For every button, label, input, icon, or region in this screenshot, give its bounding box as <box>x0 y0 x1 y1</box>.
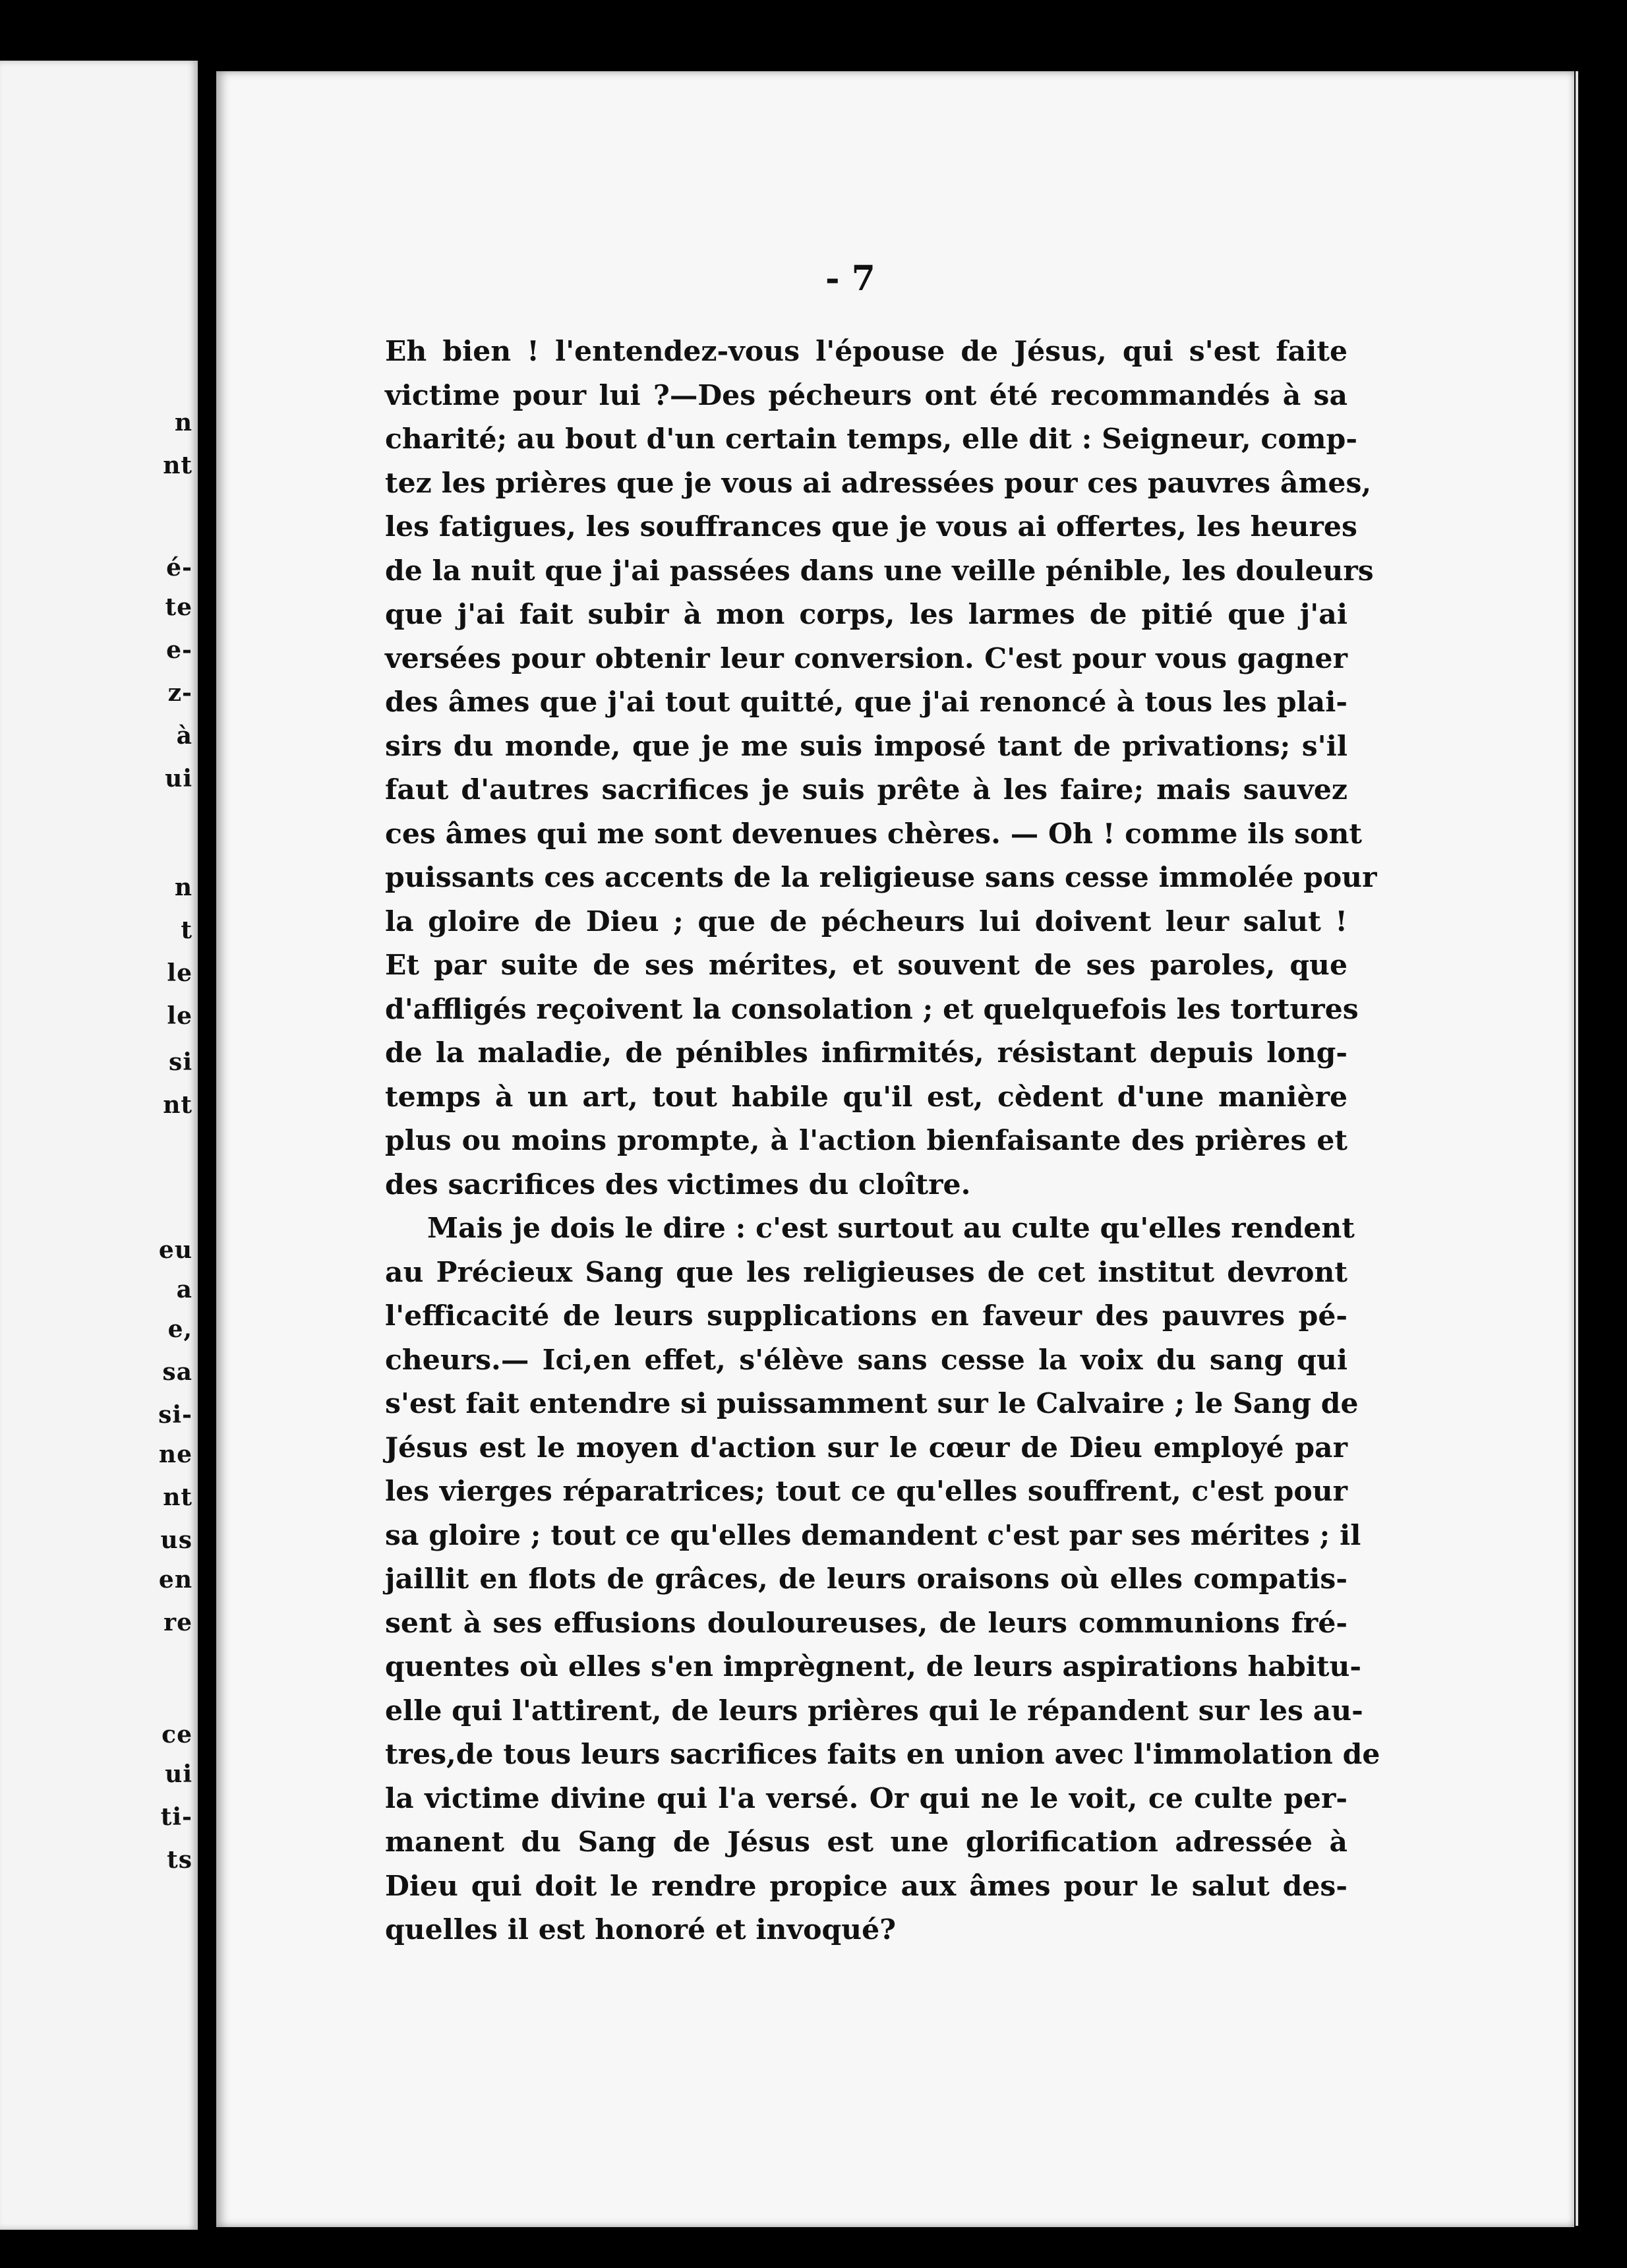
text-line: temps à un art, tout habile qu'il est, cèdent d'une manière <box>385 1080 1347 1114</box>
left-page-fragment: en <box>158 1566 192 1594</box>
text-line: tres,de tous leurs sacrifices faits en union avec l'immolation de <box>385 1738 1380 1771</box>
left-page-fragment: n <box>174 874 192 901</box>
page-number: - 7 <box>825 258 875 299</box>
text-line: la gloire de Dieu ; que de pécheurs lui doivent leur salut ! <box>385 905 1347 938</box>
left-page <box>0 61 198 2230</box>
text-line: sent à ses effusions douloureuses, de leurs communions fré- <box>385 1606 1347 1640</box>
text-line: s'est fait entendre si puissamment sur le Calvaire ; le Sang de <box>385 1387 1359 1420</box>
left-page-fragment: nt <box>163 1091 192 1119</box>
left-page-fragment: re <box>163 1609 192 1636</box>
left-page-fragment: ti- <box>160 1803 192 1831</box>
text-line: Et par suite de ses mérites, et souvent de ses paroles, que <box>385 949 1347 982</box>
text-line: de la maladie, de pénibles infirmités, résistant depuis long- <box>385 1036 1347 1069</box>
text-line: plus ou moins prompte, à l'action bienfaisante des prières et <box>385 1124 1347 1157</box>
text-line: quelles il est honoré et invoqué? <box>385 1913 897 1946</box>
text-line: jaillit en flots de grâces, de leurs oraisons où elles compatis- <box>385 1563 1347 1596</box>
left-page-fragment: ne <box>158 1441 192 1468</box>
left-page-fragment: e- <box>166 636 192 664</box>
text-line: tez les prières que je vous ai adressées pour ces pauvres âmes, <box>385 466 1372 500</box>
text-line: Dieu qui doit le rendre propice aux âmes pour le salut des- <box>385 1869 1347 1903</box>
text-line: versées pour obtenir leur conversion. C'est pour vous gagner <box>385 642 1347 675</box>
text-line: sirs du monde, que je me suis imposé tant de privations; s'il <box>385 729 1347 763</box>
text-line: les fatigues, les souffrances que je vous ai offertes, les heures <box>385 510 1357 543</box>
text-line: Eh bien ! l'entendez-vous l'épouse de Jésus, qui s'est faite <box>385 335 1347 368</box>
left-page-fragment: si <box>169 1048 192 1076</box>
left-page-fragment: é- <box>166 554 192 582</box>
left-page-fragment: ui <box>165 765 192 792</box>
left-page-fragment: ts <box>167 1846 192 1874</box>
left-page-fragment: ce <box>162 1721 192 1748</box>
left-page-fragment: te <box>165 593 192 621</box>
text-line: la victime divine qui l'a versé. Or qui ne le voit, ce culte per- <box>385 1781 1347 1815</box>
left-page-fragment: t <box>181 916 192 944</box>
page-edge <box>1576 71 1578 2226</box>
paragraph-2 <box>385 1207 1380 1952</box>
text-line: quentes où elles s'en imprègnent, de leurs aspirations habitu- <box>385 1650 1362 1683</box>
left-page-fragment: à <box>176 722 192 750</box>
left-page-fragment: z- <box>167 679 192 707</box>
left-page-fragment: n <box>174 409 192 436</box>
left-page-fragment: ui <box>165 1760 192 1788</box>
left-page-fragment: e, <box>167 1315 192 1343</box>
left-page-fragment: nt <box>163 1483 192 1511</box>
left-page-fragment: a <box>176 1276 192 1303</box>
text-line: manent du Sang de Jésus est une glorification adressée à <box>385 1826 1347 1859</box>
text-line: charité; au bout d'un certain temps, elle dit : Seigneur, comp- <box>385 423 1357 456</box>
body-text <box>385 330 1380 1952</box>
text-line: Jésus est le moyen d'action sur le cœur de Dieu employé par <box>385 1431 1347 1464</box>
left-page-fragment: si- <box>158 1401 192 1429</box>
text-line: de la nuit que j'ai passées dans une veille pénible, les douleurs <box>385 554 1374 587</box>
left-page-fragment: le <box>167 1002 192 1030</box>
text-line: puissants ces accents de la religieuse sans cesse immolée pour <box>385 861 1377 894</box>
text-line: victime pour lui ?—Des pécheurs ont été recommandés à sa <box>385 378 1347 412</box>
left-page-fragment: sa <box>162 1358 192 1386</box>
text-line: les vierges réparatrices; tout ce qu'elles souffrent, c'est pour <box>385 1475 1347 1508</box>
text-line: sa gloire ; tout ce qu'elles demandent c'est par ses mérites ; il <box>385 1518 1361 1552</box>
text-line: ces âmes qui me sont devenues chères. — Oh ! comme ils sont <box>385 817 1362 850</box>
text-line: des âmes que j'ai tout quitté, que j'ai renoncé à tous les plai- <box>385 686 1347 719</box>
text-line: l'efficacité de leurs supplications en faveur des pauvres pé- <box>385 1299 1347 1332</box>
left-page-fragment: eu <box>158 1236 192 1264</box>
left-page-fragment: nt <box>163 452 192 479</box>
left-page-fragment: le <box>167 959 192 987</box>
text-line: cheurs.— Ici,en effet, s'élève sans cesse la voix du sang qui <box>385 1343 1347 1377</box>
text-line: des sacrifices des victimes du cloître. <box>385 1168 971 1201</box>
text-line: que j'ai fait subir à mon corps, les larmes de pitié que j'ai <box>385 598 1347 631</box>
text-line: faut d'autres sacrifices je suis prête à les faire; mais sauvez <box>385 773 1347 806</box>
text-line: au Précieux Sang que les religieuses de cet institut devront <box>385 1255 1347 1289</box>
text-line: elle qui l'attirent, de leurs prières qui le répandent sur les au- <box>385 1694 1363 1727</box>
text-line: d'affligés reçoivent la consolation ; et quelquefois les tortures <box>385 992 1359 1026</box>
text-line: Mais je dois le dire : c'est surtout au culte qu'elles rendent <box>427 1212 1355 1245</box>
paragraph-1 <box>385 330 1377 1207</box>
left-page-fragment: us <box>160 1526 192 1554</box>
